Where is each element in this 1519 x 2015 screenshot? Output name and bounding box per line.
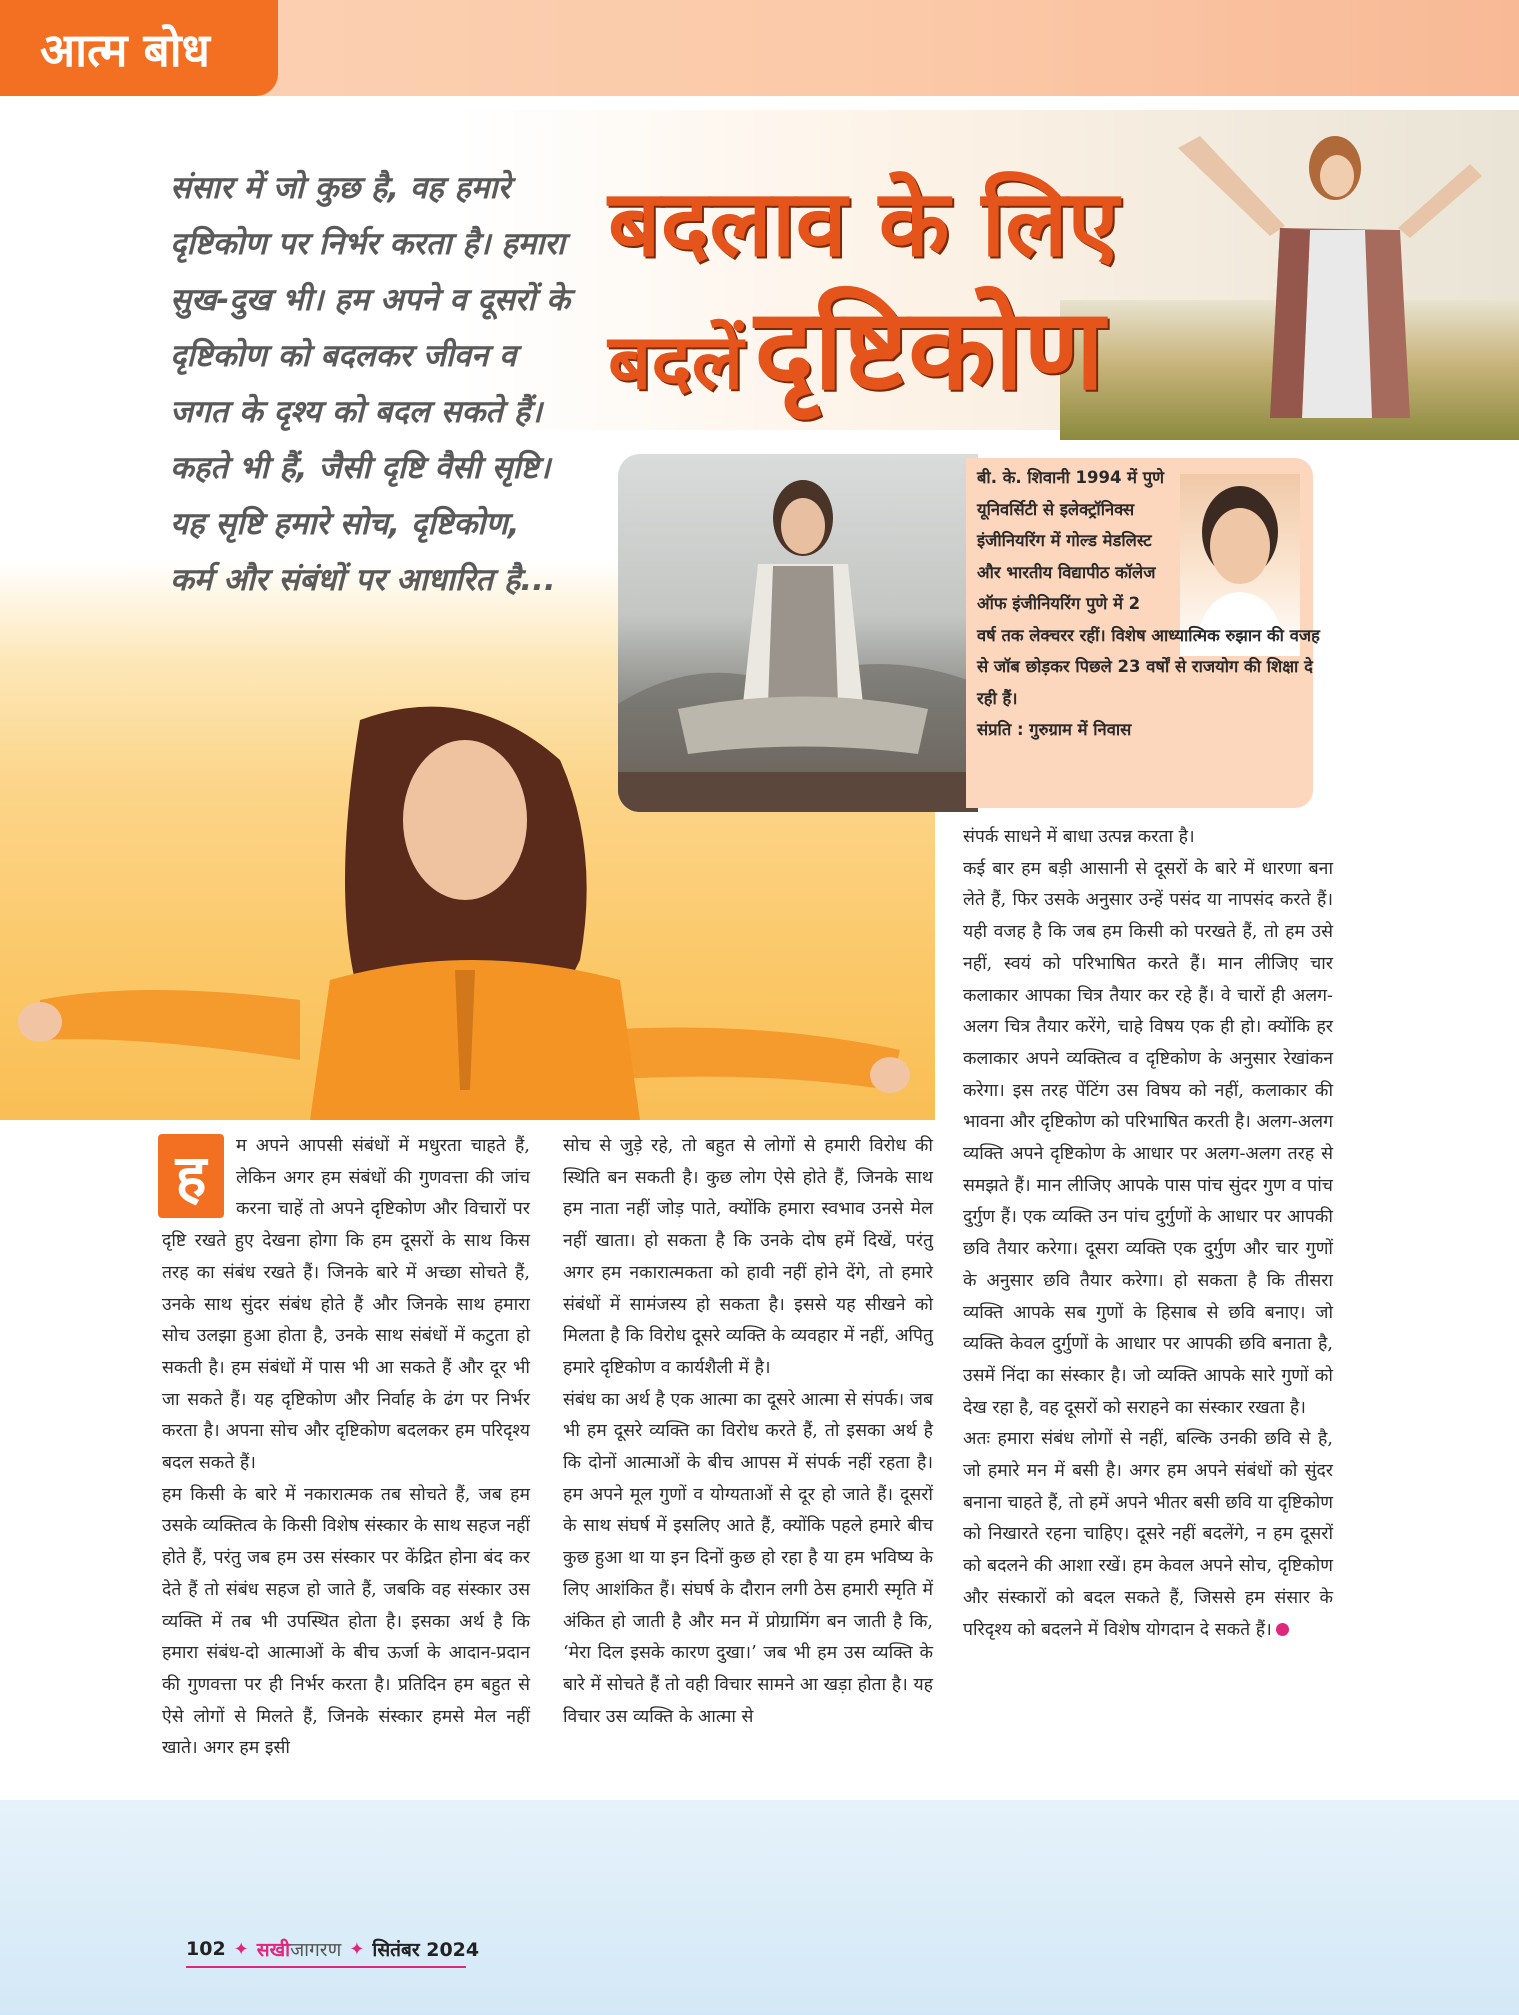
paragraph: म अपने आपसी संबंधों में मधुरता चाहते हैं, लेकिन अगर हम संबंधों की गुणवत्ता की जांच करना चाहें तो अपने दृष्टिकोण और विचारों पर दृष्टि रखते हुए देखना होगा कि हम दूसरों के साथ किस तरह का संबंध रखते हैं। जिनके बारे में अच्छा सोचते हैं, उनके साथ सुंदर संबंध होते हैं और जिनके साथ हमारा सोच उलझा हुआ होता है, उनके साथ संबंधों में कटुता हो सकती है। हम संबंधों में पास भी आ सकते हैं और दूर भी जा सकते हैं। यह दृष्टिकोण और निर्वाह के ढंग पर निर्भर करता है। अपना सोच और दृष्टिकोण बदलकर हम परिदृश्य बदल सकते हैं।	[162, 1136, 530, 1474]
end-mark-icon	[1276, 1623, 1289, 1636]
final-text: अतः हमारा संबंध लोगों से नहीं, बल्कि उनकी छवि से है, जो हमारे मन में बसी है। अगर हम अपने संबंधों को सुंदर बनाना चाहते हैं, तो हमें अपने भीतर बसी छवि या दृष्टिकोण को निखारते रहना चाहिए। दूसरे नहीं बदलेंगे, न हम दूसरों को बदलने की आशा रखें। हम केवल अपने सोच, दृष्टिकोण और संस्कारों को बदल सकते हैं, जिससे हम संसार के परिदृश्य को बदलने में विशेष योगदान दे सकते हैं।	[963, 1429, 1333, 1640]
issue-date: सितंबर 2024	[372, 1939, 480, 1961]
author-bio-text: बी. के. शिवानी 1994 में पुणे यूनिवर्सिटी से इलेक्ट्रॉनिक्स इंजीनियरिंग में गोल्ड मेडलिस्ट और भारतीय विद्यापीठ कॉलेज ऑफ इंजीनियरिंग पुणे में 2	[977, 468, 1165, 613]
headline-line-1: बदलाव के लिए	[608, 170, 1119, 277]
star-icon: ✦	[349, 1938, 365, 1960]
footer-rule	[186, 1966, 466, 1968]
article-column-1	[162, 1131, 530, 1765]
woman-raised-arms-image	[1160, 118, 1500, 418]
headline-line-2b: दृष्टिकोण	[754, 285, 1105, 415]
dropcap: ह	[158, 1134, 224, 1218]
article-column-2	[563, 1131, 933, 1733]
paragraph: संबंध का अर्थ है एक आत्मा का दूसरे आत्मा से संपर्क। जब भी हम दूसरे व्यक्ति का विरोध करते हैं, तो इसका अर्थ है कि दोनों आत्माओं के बीच आपस में संपर्क नहीं रहता है। हम अपने मूल गुणों व योग्यताओं से दूर हो जाते हैं। दूसरों के साथ संघर्ष में इसलिए आते हैं, क्योंकि पहले हमारे बीच कुछ हुआ था या इन दिनों कुछ हो रहा है या हम भविष्य के लिए आशंकित हैं। संघर्ष के दौरान लगी ठेस हमारी स्मृति में अंकित हो जाती है और मन में प्रोग्रामिंग बन जाती है कि, ‘मेरा दिल इसके कारण दुखा।’ जब भी हम उस व्यक्ति के बारे में सोचते हैं तो वही विचार सामने आ खड़ा होता है। यह विचार उस व्यक्ति के आत्मा से	[563, 1389, 933, 1727]
meditation-image	[618, 454, 978, 812]
paragraph: कई बार हम बड़ी आसानी से दूसरों के बारे में धारणा बना लेते हैं, फिर उसके अनुसार उन्हें पसंद या नापसंद करते हैं। यही वजह है कि जब हम किसी को परखते हैं, तो हम उसे नहीं, स्वयं को परिभाषित करते हैं। मान लीजिए चार कलाकार आपका चित्र तैयार कर रहे हैं। वे चारों ही अलग-अलग चित्र तैयार करेंगे, चाहे विषय एक ही हो। क्योंकि हर कलाकार अपने व्यक्तित्व व दृष्टिकोण के अनुसार रेखांकन करेगा। इस तरह पेंटिंग उस विषय को नहीं, कलाकार की भावना और दृष्टिकोण को परिभाषित करती है। अलग-अलग व्यक्ति अपने दृष्टिकोण के आधार पर अलग-अलग तरह से समझते हैं। मान लीजिए आपके पास पांच सुंदर गुण व पांच दुर्गुण हैं। एक व्यक्ति उन पांच दुर्गुणों के आधार पर आपकी छवि तैयार करेगा। दूसरा व्यक्ति एक दुर्गुण और चार गुणों के अनुसार छवि तैयार करेगा। हो सकता है कि तीसरा व्यक्ति आपके सब गुणों के हिसाब से छवि बनाए। जो व्यक्ति केवल दुर्गुणों के आधार पर आपकी छवि बनाता है, उसमें निंदा का संस्कार है। जो व्यक्ति आपके सारे गुणों को देख रहा है, वह दूसरों को सराहने का संस्कार रखता है।	[963, 858, 1333, 1418]
headline-line-2a: बदलें	[608, 317, 744, 406]
paragraph: सोच से जुड़े रहे, तो बहुत से लोगों से हमारी विरोध की स्थिति बन सकती है। कुछ लोग ऐसे होते हैं, जिनके साथ हम नाता नहीं जोड़ पाते, क्योंकि हमारा स्वभाव उनसे मेल नहीं खाता। हो सकता है कि उनके दोष हमें दिखें, परंतु अगर हम नकारात्मकता को हावी नहीं होने देंगे, तो हमारे संबंधों में सामंजस्य हो सकता है। इससे यह सीखने को मिलता है कि विरोध दूसरे व्यक्ति के व्यवहार में नहीं, अपितु हमारे दृष्टिकोण व कार्यशैली में है।	[563, 1136, 933, 1378]
section-label: आत्म बोध	[40, 23, 210, 77]
author-residence: संप्रति : गुरुग्राम में निवास	[977, 720, 1132, 739]
author-bio	[977, 462, 1321, 746]
star-icon: ✦	[233, 1938, 249, 1960]
paragraph: संपर्क साधने में बाधा उत्पन्न करता है।	[963, 827, 1195, 847]
page-footer	[186, 1934, 479, 1964]
paragraph: हम किसी के बारे में नकारात्मक तब सोचते हैं, जब हम उसके व्यक्तित्व के किसी विशेष संस्कार के साथ सहज नहीं होते हैं, परंतु जब हम उस संस्कार पर केंद्रित होना बंद कर देते हैं तो संबंध सहज हो जाते हैं, जबकि वह संस्कार उस व्यक्ति में तब भी उपस्थित होता है। इसका अर्थ है कि हमारा संबंध-दो आत्माओं के बीच ऊर्जा के आदान-प्रदान की गुणवत्ता पर ही निर्भर करता है। प्रतिदिन हम बहुत से ऐसे लोगों से मिलते हैं, जिनके संस्कार हमसे मेल नहीं खाते। अगर हम इसी	[162, 1484, 530, 1759]
page-number: 102	[186, 1938, 226, 1960]
author-bio-continued: वर्ष तक लेक्चरर रहीं। विशेष आध्यात्मिक रुझान की वजह से जॉब छोड़कर पिछले 23 वर्षों से राजयोग की शिक्षा दे रही हैं।	[977, 625, 1320, 708]
paragraph-final	[963, 1424, 1333, 1646]
headline	[608, 168, 1168, 432]
magazine-brand: सखीजागरण	[256, 1939, 342, 1961]
article-column-3	[963, 822, 1333, 1646]
section-tab	[0, 0, 278, 96]
footer-band	[0, 1800, 1519, 2015]
intro-standfirst: संसार में जो कुछ है, वह हमारे दृष्टिकोण पर निर्भर करता है। हमारा सुख-दुख भी। हम अपने व दूसरों के दृष्टिकोण को बदलकर जीवन व जगत के दृश्य को बदल सकते हैं। कहते भी हैं, जैसी दृष्टि वैसी सृष्टि। यह सृष्टि हमारे सोच, दृष्टिकोण, कर्म और संबंधों पर आधारित है...	[170, 170, 570, 598]
